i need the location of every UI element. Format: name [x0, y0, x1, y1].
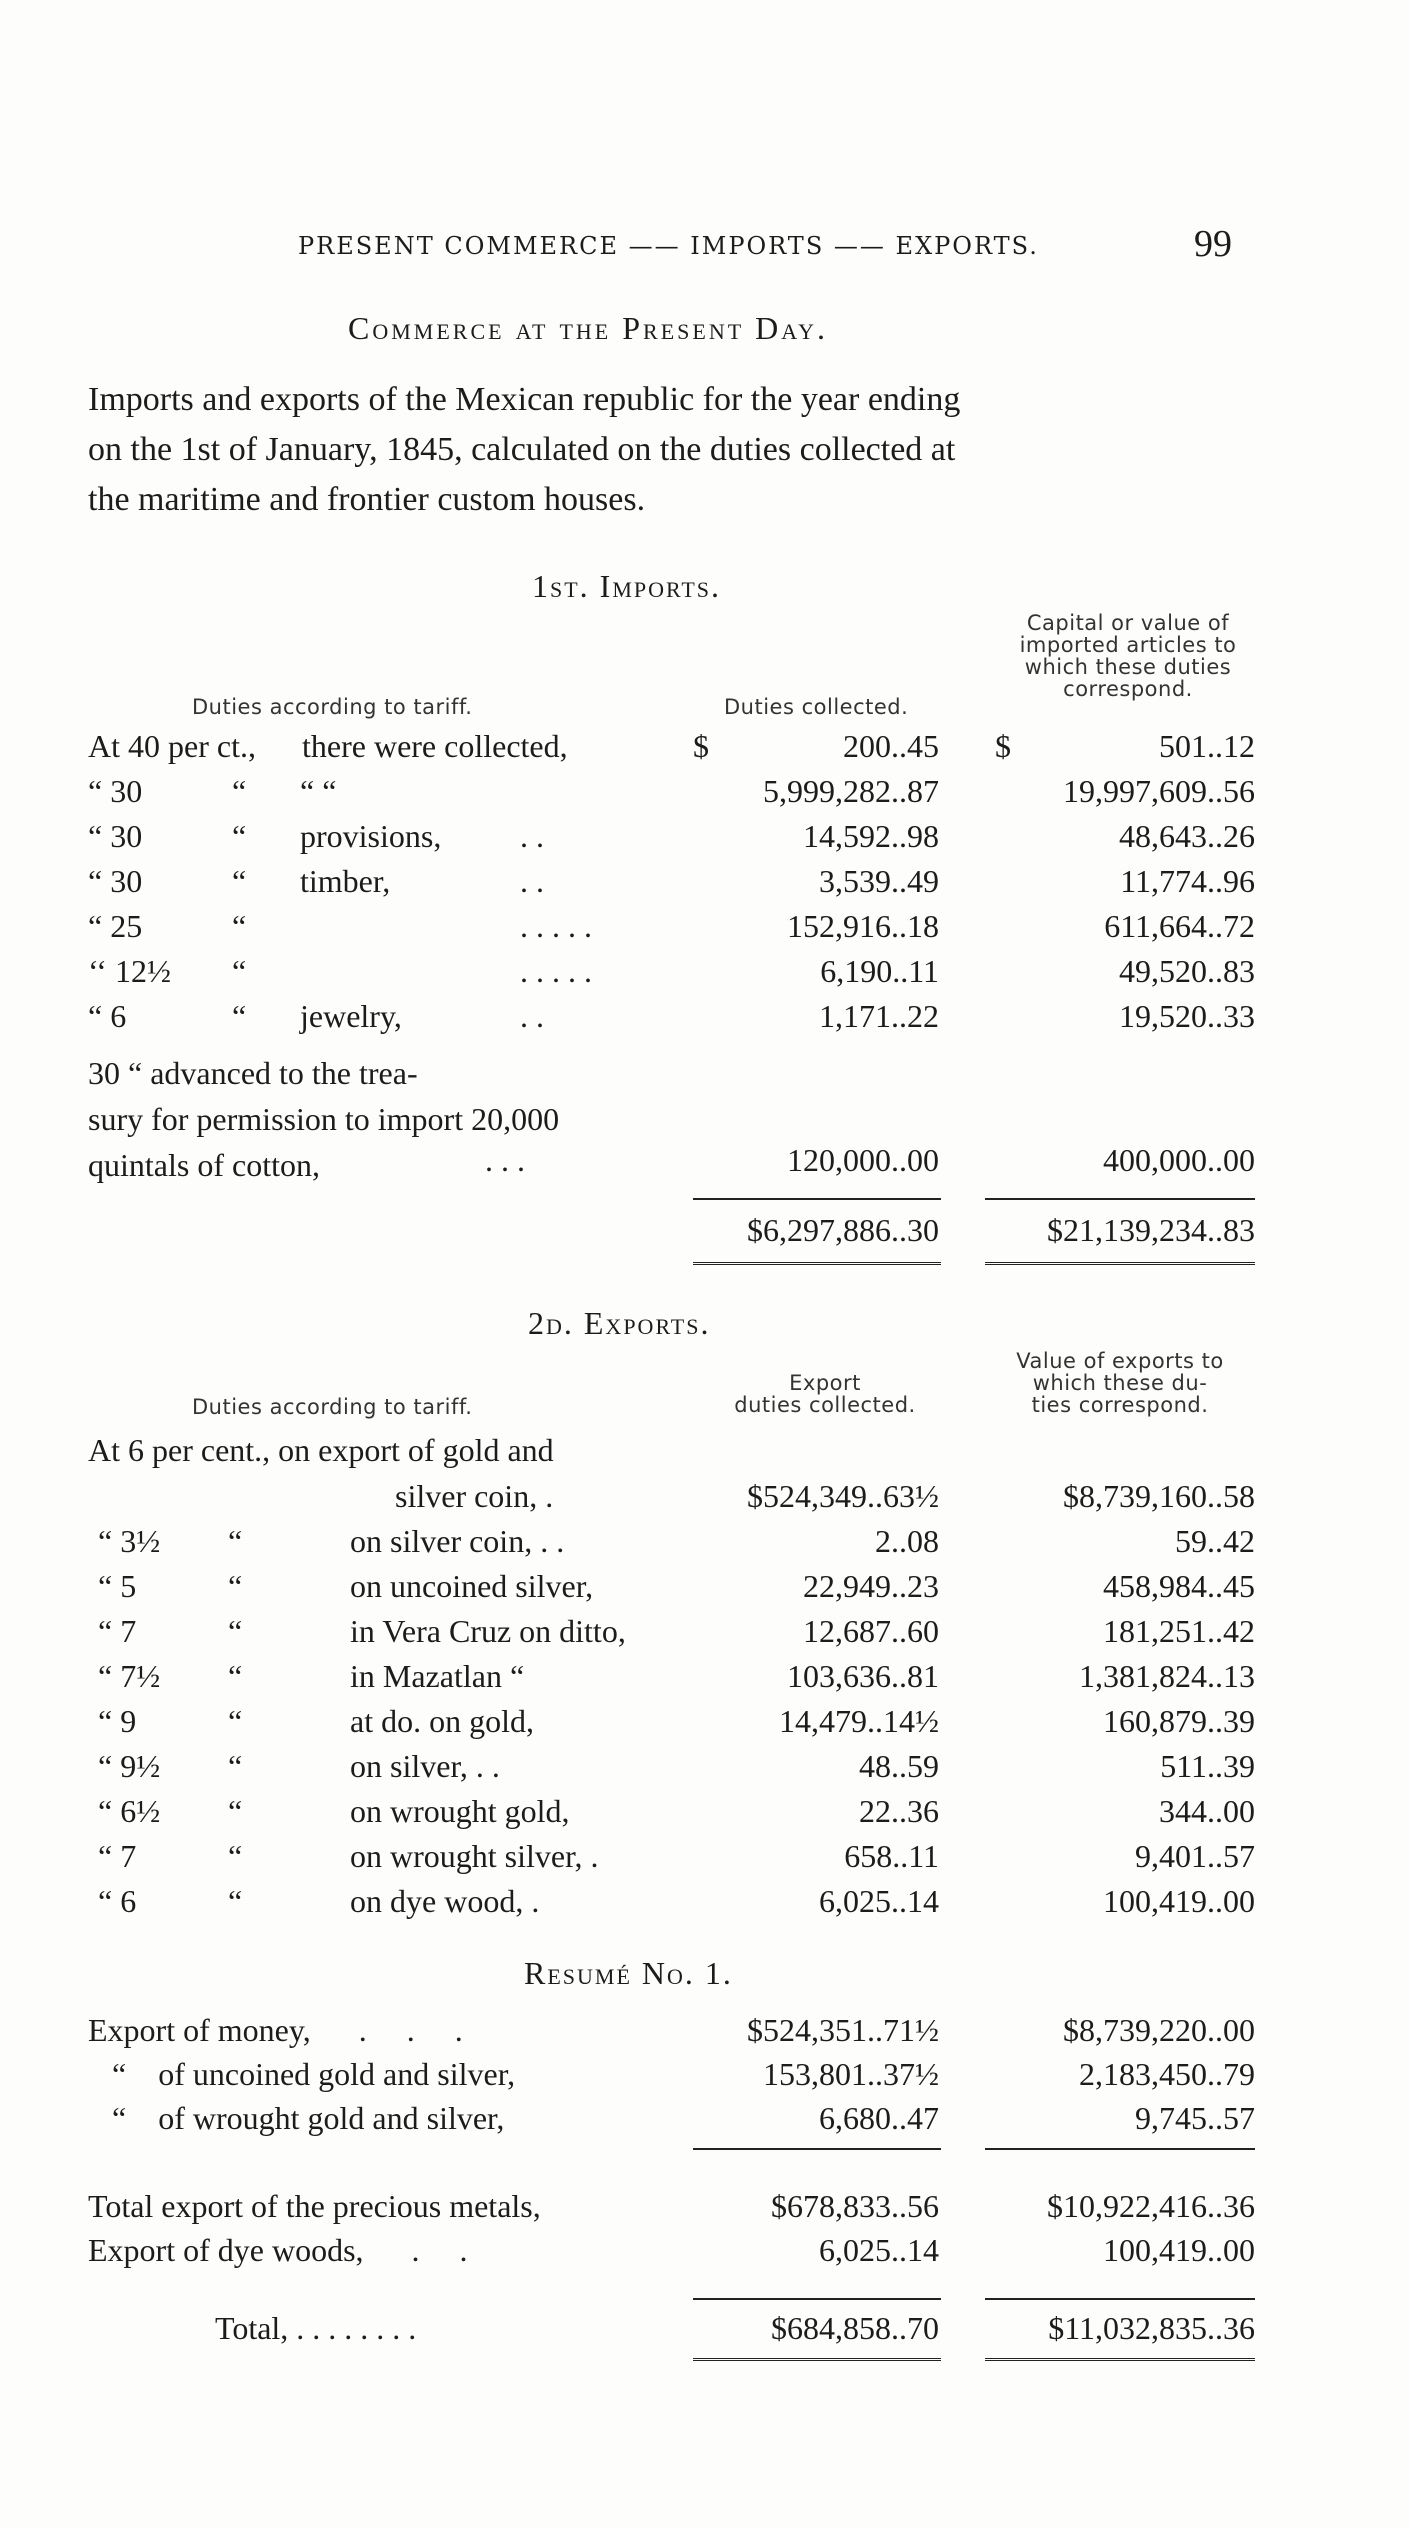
export-rate: “ 9	[98, 1703, 137, 1739]
export-desc: in Vera Cruz on ditto,	[350, 1613, 626, 1649]
header-line: which these du-	[1032, 1371, 1208, 1395]
import-value: 611,664..72	[1104, 908, 1255, 944]
ditto-mark: “	[228, 1793, 243, 1829]
exports-heading: 2d. Exports.	[528, 1305, 711, 1341]
ditto-mark: “	[232, 908, 247, 944]
imports-col3-header	[993, 612, 1263, 700]
header-line: duties collected.	[734, 1393, 916, 1417]
header-line: Capital or value of	[1026, 611, 1230, 635]
intro-paragraph	[88, 375, 1268, 525]
resume-total-label: Export of dye woods, . .	[88, 2232, 468, 2268]
import-duties: 3,539..49	[819, 863, 939, 899]
imports-heading: 1st. Imports.	[532, 568, 722, 604]
export-value: 9,401..57	[1135, 1838, 1255, 1874]
running-header-right: EXPORTS.	[895, 232, 1039, 260]
resume-total-label: Total export of the precious metals,	[88, 2188, 541, 2224]
leader-dots: . .	[520, 818, 544, 854]
export-value: 344..00	[1159, 1793, 1255, 1829]
import-value: 501..12	[1159, 728, 1255, 764]
double-rule	[985, 2358, 1255, 2365]
export-desc: on uncoined silver,	[350, 1568, 594, 1604]
resume-heading: Resumé No. 1.	[524, 1955, 733, 1991]
ditto-mark: “	[228, 1838, 243, 1874]
dollar-sign: $	[693, 728, 709, 764]
ditto-mark: “	[228, 1748, 243, 1784]
ditto-mark: “	[232, 863, 247, 899]
dash: ——	[628, 232, 691, 260]
import-desc: provisions,	[300, 818, 442, 854]
ditto-mark: “	[228, 1658, 243, 1694]
import-value: 48,643..26	[1119, 818, 1255, 854]
grand-total-duties: $684,858..70	[771, 2310, 939, 2346]
import-value: 19,520..33	[1119, 998, 1255, 1034]
import-desc: jewelry,	[300, 998, 402, 1034]
import-rate: ‘‘ 12½	[88, 953, 171, 989]
resume-value: $8,739,220..00	[1063, 2012, 1255, 2048]
resume-total-value: 100,419..00	[1103, 2232, 1255, 2268]
ditto-mark: “	[228, 1883, 243, 1919]
leader-dots: . . . . .	[520, 953, 592, 989]
export-duties: 2..08	[875, 1523, 939, 1559]
export-duties: 22..36	[859, 1793, 939, 1829]
export-duties: 48..59	[859, 1748, 939, 1784]
intro-line: Imports and exports of the Mexican republic for the year ending	[88, 381, 961, 418]
running-header	[298, 232, 1039, 260]
export-duties: 6,025..14	[819, 1883, 939, 1919]
grand-total-label: Total, . . . . . . . .	[215, 2310, 417, 2346]
imports-total-value: $21,139,234..83	[1047, 1212, 1255, 1248]
export-value: 100,419..00	[1103, 1883, 1255, 1919]
export-rate: “ 5	[98, 1568, 137, 1604]
ditto-mark: “	[228, 1703, 243, 1739]
export-rate: “ 3½	[98, 1523, 161, 1559]
export-value: 511..39	[1160, 1748, 1255, 1784]
export-duties: 22,949..23	[803, 1568, 939, 1604]
export-value: $8,739,160..58	[1063, 1478, 1255, 1514]
export-value: 59..42	[1175, 1523, 1255, 1559]
ditto-mark: “	[232, 998, 247, 1034]
export-duties: 12,687..60	[803, 1613, 939, 1649]
resume-total-value: $10,922,416..36	[1047, 2188, 1255, 2224]
export-desc: on dye wood, .	[350, 1883, 540, 1919]
ditto-mark: “	[228, 1568, 243, 1604]
imports-col1-header: Duties according to tariff.	[192, 695, 473, 719]
import-value: 11,774..96	[1120, 863, 1255, 899]
export-desc: silver coin, .	[395, 1478, 554, 1514]
running-header-mid: IMPORTS	[690, 232, 825, 260]
export-rate: “ 7	[98, 1613, 137, 1649]
import-duties: 152,916..18	[787, 908, 939, 944]
exports-col3-header	[985, 1350, 1255, 1416]
ditto-mark: “	[232, 773, 247, 809]
import-desc: timber,	[300, 863, 391, 899]
export-duties: 103,636..81	[787, 1658, 939, 1694]
cotton-line: sury for permission to import 20,000	[88, 1101, 560, 1137]
export-desc: at do. on gold,	[350, 1703, 534, 1739]
exports-col1-header: Duties according to tariff.	[192, 1395, 473, 1419]
import-rate: “ 30	[88, 773, 143, 809]
resume-total-duties: 6,025..14	[819, 2232, 939, 2268]
header-line: ties correspond.	[1031, 1393, 1209, 1417]
export-rate: “ 6½	[98, 1793, 161, 1829]
cotton-line: quintals of cotton,	[88, 1147, 320, 1183]
resume-total-duties: $678,833..56	[771, 2188, 939, 2224]
import-rate: “ 25	[88, 908, 143, 944]
import-duties: 5,999,282..87	[763, 773, 939, 809]
export-duties: 14,479..14½	[779, 1703, 939, 1739]
import-duties: 14,592..98	[803, 818, 939, 854]
resume-value: 2,183,450..79	[1079, 2056, 1255, 2092]
running-header-left: PRESENT COMMERCE	[298, 232, 619, 260]
leader-dots: . .	[520, 998, 544, 1034]
import-desc: there were collected,	[302, 728, 568, 764]
export-value: 1,381,824..13	[1079, 1658, 1255, 1694]
export-desc: on silver coin, . .	[350, 1523, 565, 1559]
header-line: correspond.	[1063, 677, 1193, 701]
export-value: 458,984..45	[1103, 1568, 1255, 1604]
header-line: Value of exports to	[1016, 1349, 1224, 1373]
imports-total-duties: $6,297,886..30	[747, 1212, 939, 1248]
header-line: which these duties	[1024, 655, 1232, 679]
resume-label: Export of money, . . .	[88, 2012, 463, 2048]
imports-col2-header: Duties collected.	[724, 695, 909, 719]
rule	[985, 2298, 1255, 2300]
export-value: 160,879..39	[1103, 1703, 1255, 1739]
rule	[693, 1198, 941, 1200]
page-title: Commerce at the Present Day.	[348, 310, 829, 346]
resume-duties: 153,801..37½	[763, 2056, 939, 2092]
export-rate: “ 7	[98, 1838, 137, 1874]
import-rate: “ 30	[88, 863, 143, 899]
resume-label: “ of uncoined gold and silver,	[88, 2056, 516, 2092]
export-duties: $524,349..63½	[747, 1478, 939, 1514]
ditto-mark: “	[228, 1613, 243, 1649]
rule	[985, 1198, 1255, 1200]
import-duties: 1,171..22	[819, 998, 939, 1034]
export-rate: “ 9½	[98, 1748, 161, 1784]
cotton-dots: . . .	[485, 1142, 525, 1178]
export-value: 181,251..42	[1103, 1613, 1255, 1649]
cotton-duties: 120,000..00	[787, 1142, 939, 1178]
page-number: 99	[1194, 223, 1232, 265]
import-duties: 200..45	[843, 728, 939, 764]
export-desc: on wrought gold,	[350, 1793, 570, 1829]
exports-col2-header	[710, 1372, 940, 1416]
resume-duties: $524,351..71½	[747, 2012, 939, 2048]
resume-value: 9,745..57	[1135, 2100, 1255, 2136]
dash: ——	[833, 232, 896, 260]
double-rule	[985, 1262, 1255, 1269]
resume-duties: 6,680..47	[819, 2100, 939, 2136]
rule	[693, 2148, 941, 2150]
export-desc: on wrought silver, .	[350, 1838, 599, 1874]
import-desc: “ “	[300, 773, 337, 809]
import-rate: “ 6	[88, 998, 127, 1034]
exports-first-line: At 6 per cent., on export of gold and	[88, 1432, 554, 1468]
export-desc: in Mazatlan “	[350, 1658, 525, 1694]
import-rate: “ 30	[88, 818, 143, 854]
export-desc: on silver, . .	[350, 1748, 500, 1784]
cotton-value: 400,000..00	[1103, 1142, 1255, 1178]
cotton-line: 30 “ advanced to the trea-	[88, 1055, 418, 1091]
import-value: 49,520..83	[1119, 953, 1255, 989]
header-line: Export	[789, 1371, 861, 1395]
ditto-mark: “	[228, 1523, 243, 1559]
leader-dots: . . . . .	[520, 908, 592, 944]
grand-total-value: $11,032,835..36	[1048, 2310, 1255, 2346]
leader-dots: . .	[520, 863, 544, 899]
export-rate: “ 6	[98, 1883, 137, 1919]
ditto-mark: “	[232, 818, 247, 854]
rule	[693, 2298, 941, 2300]
resume-label: “ of wrought gold and silver,	[88, 2100, 505, 2136]
intro-line: on the 1st of January, 1845, calculated on the duties collected at	[88, 431, 956, 468]
ditto-mark: “	[232, 953, 247, 989]
rule	[985, 2148, 1255, 2150]
import-duties: 6,190..11	[820, 953, 939, 989]
header-line: imported articles to	[1019, 633, 1237, 657]
export-rate: “ 7½	[98, 1658, 161, 1694]
dollar-sign: $	[995, 728, 1011, 764]
import-value: 19,997,609..56	[1063, 773, 1255, 809]
import-rate: At 40 per ct.,	[88, 728, 256, 764]
export-duties: 658..11	[844, 1838, 939, 1874]
double-rule	[693, 2358, 941, 2365]
double-rule	[693, 1262, 941, 1269]
intro-line: the maritime and frontier custom houses.	[88, 481, 646, 518]
